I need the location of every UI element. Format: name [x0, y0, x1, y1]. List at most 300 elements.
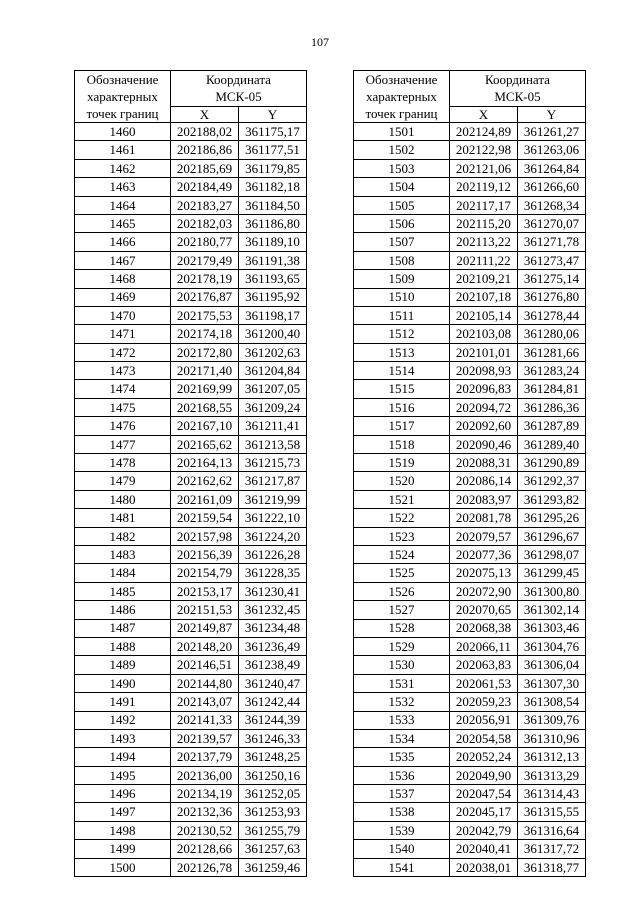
header-label-line3: точек границ — [365, 106, 438, 121]
x-cell: 202072,90 — [450, 582, 518, 600]
x-cell: 202136,00 — [171, 766, 239, 784]
header-y: Y — [239, 106, 307, 122]
x-cell: 202061,53 — [450, 674, 518, 692]
header-label-line1: Обозначение — [365, 72, 438, 87]
x-cell: 202137,79 — [171, 748, 239, 766]
point-id-cell: 1467 — [75, 251, 171, 269]
x-cell: 202149,87 — [171, 619, 239, 637]
y-cell: 361280,06 — [518, 325, 586, 343]
table-row — [75, 362, 307, 380]
x-cell: 202103,08 — [450, 325, 518, 343]
y-cell: 361264,84 — [518, 159, 586, 177]
y-cell: 361259,46 — [239, 858, 307, 876]
x-cell: 202075,13 — [450, 564, 518, 582]
x-cell: 202040,41 — [450, 840, 518, 858]
table-row — [75, 398, 307, 416]
point-id-cell: 1539 — [354, 821, 450, 839]
x-cell: 202068,38 — [450, 619, 518, 637]
table-row — [354, 637, 586, 655]
x-cell: 202186,86 — [171, 141, 239, 159]
point-id-cell: 1514 — [354, 362, 450, 380]
table-row — [354, 325, 586, 343]
y-cell: 361296,67 — [518, 527, 586, 545]
x-cell: 202105,14 — [450, 306, 518, 324]
y-cell: 361186,80 — [239, 214, 307, 232]
y-cell: 361317,72 — [518, 840, 586, 858]
table-row — [354, 417, 586, 435]
y-cell: 361268,34 — [518, 196, 586, 214]
table-row — [75, 840, 307, 858]
x-cell: 202171,40 — [171, 362, 239, 380]
y-cell: 361302,14 — [518, 601, 586, 619]
y-cell: 361281,66 — [518, 343, 586, 361]
y-cell: 361276,80 — [518, 288, 586, 306]
table-row — [75, 380, 307, 398]
table-row — [75, 306, 307, 324]
y-cell: 361309,76 — [518, 711, 586, 729]
y-cell: 361255,79 — [239, 821, 307, 839]
point-id-cell: 1506 — [354, 214, 450, 232]
x-cell: 202052,24 — [450, 748, 518, 766]
x-cell: 202167,10 — [171, 417, 239, 435]
point-id-cell: 1541 — [354, 858, 450, 876]
y-cell: 361228,35 — [239, 564, 307, 582]
point-id-cell: 1536 — [354, 766, 450, 784]
y-cell: 361204,84 — [239, 362, 307, 380]
table-row — [75, 343, 307, 361]
table-row — [354, 564, 586, 582]
table-row — [75, 601, 307, 619]
x-cell: 202141,33 — [171, 711, 239, 729]
header-coord-line1: Координата — [206, 72, 271, 88]
y-cell: 361257,63 — [239, 840, 307, 858]
y-cell: 361283,24 — [518, 362, 586, 380]
y-cell: 361290,89 — [518, 454, 586, 472]
x-cell: 202121,06 — [450, 159, 518, 177]
table-row — [354, 141, 586, 159]
table-row — [354, 251, 586, 269]
table-row — [75, 858, 307, 876]
table-row — [75, 509, 307, 527]
y-cell: 361263,06 — [518, 141, 586, 159]
y-cell: 361184,50 — [239, 196, 307, 214]
x-cell: 202077,36 — [450, 545, 518, 563]
table-row — [75, 159, 307, 177]
header-y: Y — [518, 106, 586, 122]
header-label-line2: характерных — [87, 89, 158, 104]
table-row — [75, 656, 307, 674]
header-coord-line2: МСК-05 — [215, 89, 262, 105]
table-row — [354, 748, 586, 766]
point-id-cell: 1512 — [354, 325, 450, 343]
point-id-cell: 1476 — [75, 417, 171, 435]
x-cell: 202042,79 — [450, 821, 518, 839]
point-id-cell: 1468 — [75, 270, 171, 288]
y-cell: 361284,81 — [518, 380, 586, 398]
table-row — [75, 288, 307, 306]
table-row — [75, 325, 307, 343]
point-id-cell: 1524 — [354, 545, 450, 563]
x-cell: 202179,49 — [171, 251, 239, 269]
y-cell: 361300,80 — [518, 582, 586, 600]
x-cell: 202107,18 — [450, 288, 518, 306]
point-id-cell: 1493 — [75, 729, 171, 747]
point-id-cell: 1538 — [354, 803, 450, 821]
point-id-cell: 1519 — [354, 454, 450, 472]
y-cell: 361310,96 — [518, 729, 586, 747]
y-cell: 361191,38 — [239, 251, 307, 269]
y-cell: 361316,64 — [518, 821, 586, 839]
header-label-line2: характерных — [366, 89, 437, 104]
point-id-cell: 1523 — [354, 527, 450, 545]
x-cell: 202049,90 — [450, 766, 518, 784]
y-cell: 361175,17 — [239, 123, 307, 141]
y-cell: 361202,63 — [239, 343, 307, 361]
point-id-cell: 1498 — [75, 821, 171, 839]
y-cell: 361224,20 — [239, 527, 307, 545]
y-cell: 361236,49 — [239, 637, 307, 655]
y-cell: 361242,44 — [239, 693, 307, 711]
point-id-cell: 1495 — [75, 766, 171, 784]
y-cell: 361273,47 — [518, 251, 586, 269]
table-row — [75, 803, 307, 821]
table-row — [75, 674, 307, 692]
point-id-cell: 1534 — [354, 729, 450, 747]
x-cell: 202175,53 — [171, 306, 239, 324]
table-row — [75, 637, 307, 655]
y-cell: 361261,27 — [518, 123, 586, 141]
table-row — [354, 490, 586, 508]
point-id-cell: 1527 — [354, 601, 450, 619]
y-cell: 361219,99 — [239, 490, 307, 508]
point-id-cell: 1491 — [75, 693, 171, 711]
header-point-label — [354, 71, 450, 123]
point-id-cell: 1486 — [75, 601, 171, 619]
table-row — [354, 619, 586, 637]
y-cell: 361182,18 — [239, 178, 307, 196]
point-id-cell: 1482 — [75, 527, 171, 545]
x-cell: 202139,57 — [171, 729, 239, 747]
x-cell: 202098,93 — [450, 362, 518, 380]
y-cell: 361179,85 — [239, 159, 307, 177]
x-cell: 202172,80 — [171, 343, 239, 361]
point-id-cell: 1483 — [75, 545, 171, 563]
y-cell: 361217,87 — [239, 472, 307, 490]
table-row — [354, 803, 586, 821]
y-cell: 361266,60 — [518, 178, 586, 196]
point-id-cell: 1479 — [75, 472, 171, 490]
y-cell: 361308,54 — [518, 693, 586, 711]
table-row — [75, 251, 307, 269]
point-id-cell: 1478 — [75, 454, 171, 472]
table-row — [75, 214, 307, 232]
x-cell: 202117,17 — [450, 196, 518, 214]
x-cell: 202132,36 — [171, 803, 239, 821]
table-row — [75, 417, 307, 435]
point-id-cell: 1521 — [354, 490, 450, 508]
header-label-line1: Обозначение — [86, 72, 159, 87]
x-cell: 202157,98 — [171, 527, 239, 545]
right-table-body — [354, 123, 586, 877]
table-row — [354, 509, 586, 527]
y-cell: 361275,14 — [518, 270, 586, 288]
table-row — [75, 527, 307, 545]
y-cell: 361270,07 — [518, 214, 586, 232]
table-row — [354, 527, 586, 545]
point-id-cell: 1494 — [75, 748, 171, 766]
y-cell: 361286,36 — [518, 398, 586, 416]
point-id-cell: 1528 — [354, 619, 450, 637]
x-cell: 202154,79 — [171, 564, 239, 582]
header-coordinate — [450, 71, 586, 107]
coordinates-table-left — [74, 70, 307, 877]
table-row — [354, 656, 586, 674]
x-cell: 202144,80 — [171, 674, 239, 692]
table-row — [75, 582, 307, 600]
y-cell: 361195,92 — [239, 288, 307, 306]
y-cell: 361244,39 — [239, 711, 307, 729]
x-cell: 202096,83 — [450, 380, 518, 398]
x-cell: 202183,27 — [171, 196, 239, 214]
y-cell: 361312,13 — [518, 748, 586, 766]
point-id-cell: 1515 — [354, 380, 450, 398]
x-cell: 202092,60 — [450, 417, 518, 435]
y-cell: 361177,51 — [239, 141, 307, 159]
y-cell: 361207,05 — [239, 380, 307, 398]
point-id-cell: 1532 — [354, 693, 450, 711]
y-cell: 361232,45 — [239, 601, 307, 619]
table-row — [354, 545, 586, 563]
table-row — [75, 693, 307, 711]
point-id-cell: 1472 — [75, 343, 171, 361]
x-cell: 202148,20 — [171, 637, 239, 655]
table-row — [354, 380, 586, 398]
x-cell: 202178,19 — [171, 270, 239, 288]
x-cell: 202066,11 — [450, 637, 518, 655]
table-row — [75, 729, 307, 747]
x-cell: 202113,22 — [450, 233, 518, 251]
point-id-cell: 1502 — [354, 141, 450, 159]
table-row — [354, 601, 586, 619]
table-row — [354, 196, 586, 214]
table-row — [75, 785, 307, 803]
table-row — [75, 454, 307, 472]
table-row — [354, 785, 586, 803]
y-cell: 361209,24 — [239, 398, 307, 416]
table-row — [75, 178, 307, 196]
point-id-cell: 1488 — [75, 637, 171, 655]
header-label-line3: точек границ — [86, 106, 159, 121]
point-id-cell: 1465 — [75, 214, 171, 232]
table-row — [354, 840, 586, 858]
point-id-cell: 1525 — [354, 564, 450, 582]
table-row — [354, 674, 586, 692]
point-id-cell: 1503 — [354, 159, 450, 177]
header-coord-line2: МСК-05 — [494, 89, 541, 105]
point-id-cell: 1464 — [75, 196, 171, 214]
table-row — [75, 748, 307, 766]
x-cell: 202063,83 — [450, 656, 518, 674]
table-row — [75, 233, 307, 251]
table-row — [354, 362, 586, 380]
point-id-cell: 1496 — [75, 785, 171, 803]
point-id-cell: 1471 — [75, 325, 171, 343]
point-id-cell: 1520 — [354, 472, 450, 490]
point-id-cell: 1540 — [354, 840, 450, 858]
x-cell: 202134,19 — [171, 785, 239, 803]
point-id-cell: 1522 — [354, 509, 450, 527]
y-cell: 361222,10 — [239, 509, 307, 527]
point-id-cell: 1481 — [75, 509, 171, 527]
table-row — [354, 766, 586, 784]
x-cell: 202115,20 — [450, 214, 518, 232]
table-row — [354, 435, 586, 453]
y-cell: 361292,37 — [518, 472, 586, 490]
y-cell: 361240,47 — [239, 674, 307, 692]
y-cell: 361271,78 — [518, 233, 586, 251]
x-cell: 202156,39 — [171, 545, 239, 563]
x-cell: 202079,57 — [450, 527, 518, 545]
table-row — [75, 196, 307, 214]
y-cell: 361198,17 — [239, 306, 307, 324]
y-cell: 361246,33 — [239, 729, 307, 747]
y-cell: 361318,77 — [518, 858, 586, 876]
point-id-cell: 1460 — [75, 123, 171, 141]
point-id-cell: 1504 — [354, 178, 450, 196]
point-id-cell: 1505 — [354, 196, 450, 214]
point-id-cell: 1531 — [354, 674, 450, 692]
point-id-cell: 1513 — [354, 343, 450, 361]
y-cell: 361299,45 — [518, 564, 586, 582]
y-cell: 361303,46 — [518, 619, 586, 637]
table-row — [354, 123, 586, 141]
table-row — [354, 233, 586, 251]
table-row — [75, 435, 307, 453]
point-id-cell: 1462 — [75, 159, 171, 177]
x-cell: 202119,12 — [450, 178, 518, 196]
y-cell: 361298,07 — [518, 545, 586, 563]
x-cell: 202169,99 — [171, 380, 239, 398]
point-id-cell: 1484 — [75, 564, 171, 582]
y-cell: 361211,41 — [239, 417, 307, 435]
x-cell: 202059,23 — [450, 693, 518, 711]
point-id-cell: 1492 — [75, 711, 171, 729]
x-cell: 202165,62 — [171, 435, 239, 453]
table-row — [75, 270, 307, 288]
y-cell: 361189,10 — [239, 233, 307, 251]
point-id-cell: 1529 — [354, 637, 450, 655]
coordinates-table-right — [353, 70, 586, 877]
header-point-label — [75, 71, 171, 123]
table-row — [354, 270, 586, 288]
table-row — [354, 454, 586, 472]
table-row — [75, 472, 307, 490]
table-row — [75, 711, 307, 729]
header-x: X — [450, 106, 518, 122]
point-id-cell: 1490 — [75, 674, 171, 692]
x-cell: 202130,52 — [171, 821, 239, 839]
point-id-cell: 1477 — [75, 435, 171, 453]
y-cell: 361289,40 — [518, 435, 586, 453]
x-cell: 202159,54 — [171, 509, 239, 527]
x-cell: 202086,14 — [450, 472, 518, 490]
point-id-cell: 1480 — [75, 490, 171, 508]
point-id-cell: 1511 — [354, 306, 450, 324]
point-id-cell: 1508 — [354, 251, 450, 269]
point-id-cell: 1535 — [354, 748, 450, 766]
x-cell: 202128,66 — [171, 840, 239, 858]
point-id-cell: 1500 — [75, 858, 171, 876]
x-cell: 202182,03 — [171, 214, 239, 232]
table-row — [75, 490, 307, 508]
y-cell: 361315,55 — [518, 803, 586, 821]
y-cell: 361304,76 — [518, 637, 586, 655]
point-id-cell: 1497 — [75, 803, 171, 821]
x-cell: 202184,49 — [171, 178, 239, 196]
y-cell: 361215,73 — [239, 454, 307, 472]
point-id-cell: 1516 — [354, 398, 450, 416]
x-cell: 202070,65 — [450, 601, 518, 619]
point-id-cell: 1501 — [354, 123, 450, 141]
table-row — [75, 821, 307, 839]
point-id-cell: 1537 — [354, 785, 450, 803]
table-row — [75, 766, 307, 784]
table-row — [354, 178, 586, 196]
table-row — [75, 564, 307, 582]
x-cell: 202088,31 — [450, 454, 518, 472]
point-id-cell: 1470 — [75, 306, 171, 324]
point-id-cell: 1517 — [354, 417, 450, 435]
table-row — [354, 729, 586, 747]
x-cell: 202111,22 — [450, 251, 518, 269]
x-cell: 202122,98 — [450, 141, 518, 159]
point-id-cell: 1475 — [75, 398, 171, 416]
table-row — [354, 693, 586, 711]
x-cell: 202153,17 — [171, 582, 239, 600]
y-cell: 361213,58 — [239, 435, 307, 453]
x-cell: 202176,87 — [171, 288, 239, 306]
y-cell: 361252,05 — [239, 785, 307, 803]
x-cell: 202185,69 — [171, 159, 239, 177]
point-id-cell: 1509 — [354, 270, 450, 288]
y-cell: 361200,40 — [239, 325, 307, 343]
y-cell: 361193,65 — [239, 270, 307, 288]
table-row — [354, 288, 586, 306]
header-coord-line1: Координата — [485, 72, 550, 88]
table-row — [354, 343, 586, 361]
page-number: 107 — [311, 35, 329, 49]
x-cell: 202146,51 — [171, 656, 239, 674]
y-cell: 361230,41 — [239, 582, 307, 600]
table-row — [354, 398, 586, 416]
x-cell: 202174,18 — [171, 325, 239, 343]
table-row — [354, 159, 586, 177]
y-cell: 361278,44 — [518, 306, 586, 324]
table-row — [354, 858, 586, 876]
x-cell: 202045,17 — [450, 803, 518, 821]
y-cell: 361253,93 — [239, 803, 307, 821]
y-cell: 361234,48 — [239, 619, 307, 637]
y-cell: 361295,26 — [518, 509, 586, 527]
table-row — [75, 141, 307, 159]
point-id-cell: 1466 — [75, 233, 171, 251]
table-row — [75, 123, 307, 141]
x-cell: 202109,21 — [450, 270, 518, 288]
y-cell: 361307,30 — [518, 674, 586, 692]
point-id-cell: 1510 — [354, 288, 450, 306]
header-x: X — [171, 106, 239, 122]
point-id-cell: 1463 — [75, 178, 171, 196]
